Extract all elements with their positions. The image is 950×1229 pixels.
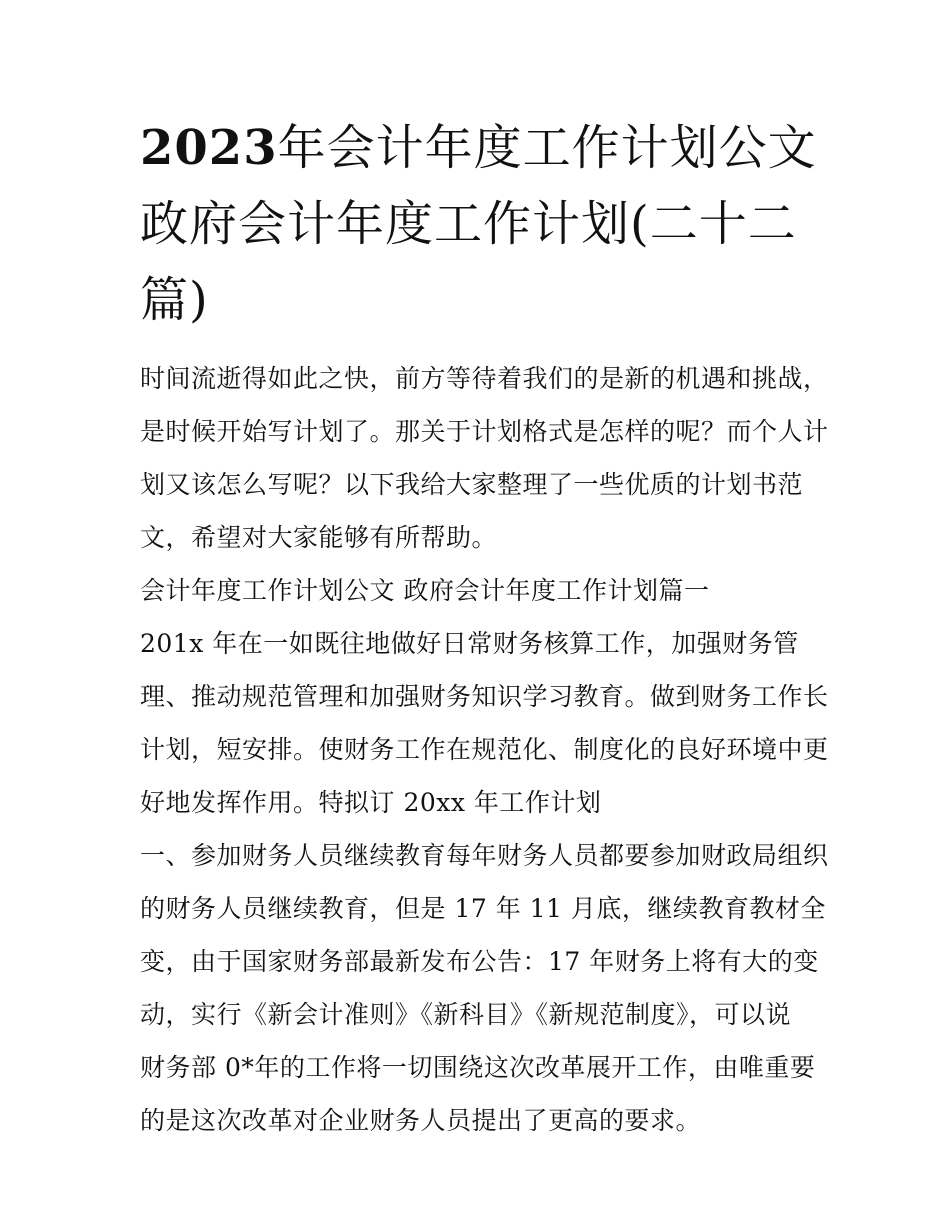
intro-line: 划又该怎么写呢？以下我给大家整理了一些优质的计划书范 [140, 470, 804, 499]
title-line-2: 政府会计年度工作计划(二十二 [140, 196, 797, 252]
paragraph-line: 计划，短安排。使财务工作在规范化、制度化的良好环境中更 [140, 735, 829, 764]
paragraph-line: 财务部 0*年的工作将一切围绕这次改革展开工作，由唯重要 [140, 1053, 816, 1082]
intro-line: 文，希望对大家能够有所帮助。 [140, 523, 498, 552]
paragraph-line: 一、参加财务人员继续教育每年财务人员都要参加财政局组织 [140, 841, 829, 870]
intro-line: 是时候开始写计划了。那关于计划格式是怎样的呢？而个人计 [140, 417, 829, 446]
paragraph-line: 的是这次改革对企业财务人员提出了更高的要求。 [140, 1106, 702, 1135]
section-heading [140, 564, 820, 617]
body-paragraph-2 [140, 829, 829, 1147]
section-heading-text: 会计年度工作计划公文 政府会计年度工作计划篇一 [140, 576, 710, 605]
title-line-1 [140, 110, 820, 186]
paragraph-line: 理、推动规范管理和加强财务知识学习教育。做到财务工作长 [140, 682, 829, 711]
body-paragraph-1 [140, 617, 829, 829]
title-line-1-text: 年会计年度工作计划公文 [277, 120, 817, 176]
paragraph-line: 变，由于国家财务部最新发布公告：17 年财务上将有大的变 [140, 947, 819, 976]
intro-paragraph [140, 352, 829, 564]
title-line-3: 篇) [140, 272, 209, 328]
paragraph-line: 好地发挥作用。特拟订 20xx 年工作计划 [140, 788, 602, 817]
document-title [140, 110, 820, 338]
paragraph-line: 201x 年在一如既往地做好日常财务核算工作，加强财务管 [140, 629, 799, 658]
paragraph-line: 的财务人员继续教育，但是 17 年 11 月底，继续教育教材全 [140, 894, 826, 923]
paragraph-line: 动，实行《新会计准则》《新科目》《新规范制度》，可以说 [140, 1000, 792, 1029]
intro-line: 时间流逝得如此之快，前方等待着我们的是新的机遇和挑战， [140, 364, 829, 393]
title-year: 2023 [140, 120, 278, 176]
document-page [140, 110, 829, 1147]
